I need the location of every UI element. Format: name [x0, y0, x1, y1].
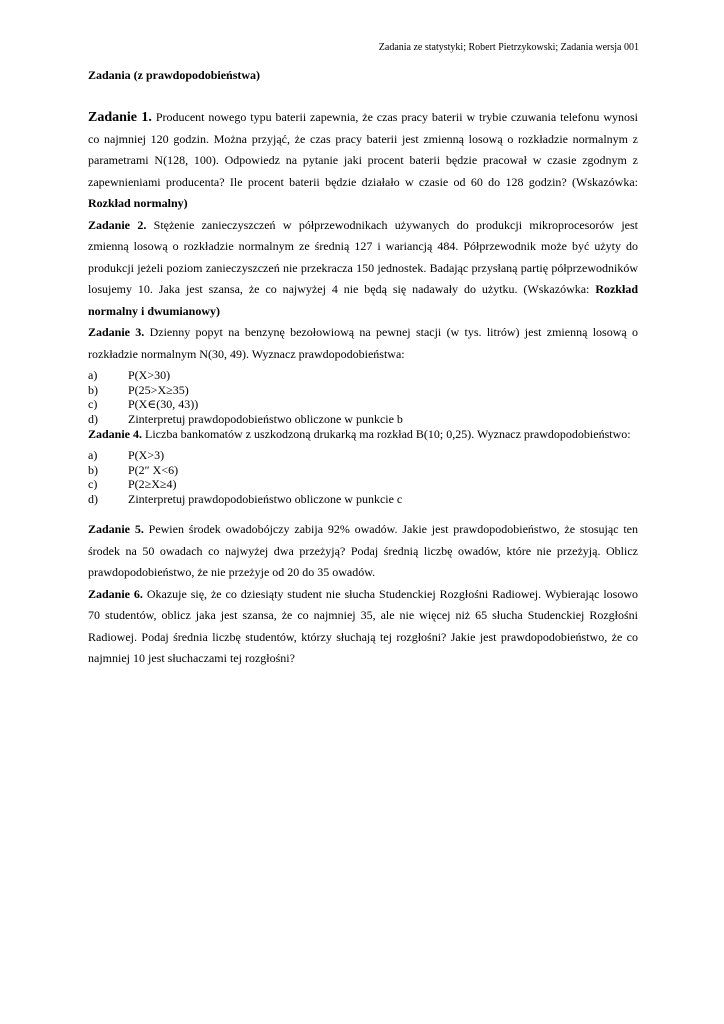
- task-1-label: Zadanie 1.: [88, 110, 152, 125]
- list-item: [88, 463, 638, 478]
- page-header: Zadania ze statystyki; Robert Pietrzykowski; Zadania wersja 001: [378, 42, 639, 53]
- task-4-text: Liczba bankomatów z uszkodzoną drukarką ma rozkład B(10; 0,25). Wyznacz prawdopodobieństwo:: [142, 427, 631, 441]
- list-marker: c): [88, 477, 98, 491]
- list-item-text: P(X>30): [128, 368, 171, 382]
- task-2: [88, 215, 638, 323]
- task-4-list: [88, 448, 638, 506]
- task-5-label: Zadanie 5.: [88, 522, 144, 536]
- list-item: [88, 492, 638, 507]
- task-4-label: Zadanie 4.: [88, 427, 143, 441]
- list-marker: d): [88, 411, 98, 426]
- list-item: [88, 383, 638, 398]
- task-6: [88, 584, 638, 670]
- task-1-text: Producent nowego typu baterii zapewnia, że czas pracy baterii w trybie czuwania telefonu wynosi co najmniej 120 godzin. Można przyjąć, że czas pracy baterii jest zmienną losową o rozkładzie normalnym z parametrami N(128, 100). Odpowiedz na pytanie jaki procent baterii będzie pracował w czasie zgodnym z zapewnieniami producenta? Ile procent baterii będzie działało w czasie od 60 do 128 godzin? (Wskazówka:: [88, 110, 639, 189]
- task-3-list: [88, 368, 638, 426]
- task-1-hint: Rozkład normalny): [88, 196, 188, 210]
- list-marker: a): [88, 368, 98, 382]
- task-6-label: Zadanie 6.: [88, 586, 143, 601]
- list-item-text: Zinterpretuj prawdopodobieństwo obliczone w punkcie c: [128, 491, 403, 506]
- list-item-text: P(X>3): [128, 448, 165, 462]
- list-marker: b): [88, 462, 98, 477]
- task-2-label: Zadanie 2.: [88, 217, 147, 232]
- list-item-text: P(25>X≥35): [128, 382, 189, 397]
- list-marker: b): [88, 382, 98, 397]
- task-5: [88, 519, 638, 584]
- list-item-text: P(2″ X<6): [128, 462, 179, 477]
- document-title: Zadania (z prawdopodobieństwa): [88, 68, 261, 82]
- list-item: [88, 368, 638, 383]
- list-item-text: P(2≥X≥4): [128, 477, 177, 491]
- task-3-label: Zadanie 3.: [88, 325, 145, 339]
- task-2-text: Stężenie zanieczyszczeń w półprzewodnikach używanych do produkcji mikroprocesorów jest zmienną losową o rozkładzie normalnym ze średnią 127 i wariancją 484. Półprzewodnik może być użyty do produkcji jeżeli poziom zanieczyszczeń nie przekracza 150 jednostek. Badając przysłaną partię półprzewodników losujemy 10. Jaka jest szansa, że co najwyżej 4 nie będą się nadawały do użytku. (Wskazówka:: [88, 217, 638, 296]
- task-5-text: Pewien środek owadobójczy zabija 92% owadów. Jakie jest prawdopodobieństwo, że stosując ten środek na 50 owadach co najwyżej dwa przeżyją? Podaj średnią liczbę owadów, które nie przeżyją. Oblicz prawdopodobieństwo, że nie przeżyje od 20 do 35 owadów.: [88, 522, 638, 579]
- list-item: [88, 397, 638, 412]
- list-marker: c): [88, 397, 98, 411]
- list-item: [88, 477, 638, 492]
- task-2-hint: Rozkład normalny i dwumianowy): [88, 282, 638, 318]
- task-4: [88, 426, 638, 442]
- task-1: [88, 107, 638, 215]
- list-item: [88, 412, 638, 427]
- list-item: [88, 448, 638, 463]
- list-marker: a): [88, 448, 98, 462]
- tasks-container: [88, 107, 638, 670]
- task-3-text: Dzienny popyt na benzynę bezołowiową na pewnej stacji (w tys. litrów) jest zmienną losową o rozkładzie normalnym N(30, 49). Wyznacz prawdopodobieństwa:: [88, 325, 638, 361]
- list-item-text: Zinterpretuj prawdopodobieństwo obliczone w punkcie b: [128, 411, 403, 426]
- task-6-text: Okazuje się, że co dziesiąty student nie słucha Studenckiej Rozgłośni Radiowej. Wybierając losowo 70 studentów, oblicz jaka jest szansa, że co najmniej 35, ale nie więcej niż 65 słucha Studenckiej Rozgłośni Radiowej. Podaj średnia liczbę studentów, którzy słuchają tej rozgłośni? Jakie jest prawdopodobieństwo, że co najmniej 10 jest słuchaczami tej rozgłośni?: [88, 586, 638, 665]
- list-item-text: P(X∈(30, 43)): [128, 397, 199, 411]
- list-marker: d): [88, 491, 98, 506]
- task-3: [88, 322, 638, 365]
